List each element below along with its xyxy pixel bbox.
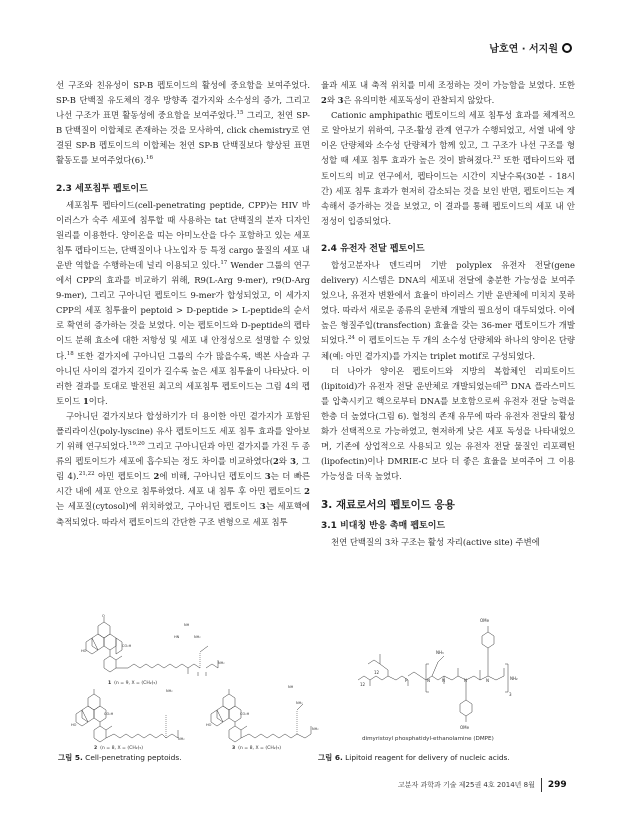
atom-label: HO [206, 723, 212, 727]
atom-label: HN [174, 635, 180, 639]
page-footer [398, 778, 567, 792]
figure-6-caption [318, 752, 510, 763]
atom-label: 12 [360, 682, 366, 687]
compound-ref: 3 [259, 501, 266, 512]
paragraph [56, 198, 310, 409]
compound-ref: 2 [272, 456, 279, 467]
citation-ref: 17 [220, 260, 228, 267]
atom-label: OMe [460, 725, 470, 730]
text: Cationic amphipathic 펩토이드의 세포 침투성 효과를 체계적으로 알아보기 위하여, 구조-활성 관계 연구가 수행되었고, 서열 내에 양이온 단량체와 소수성 단량체가 함께 있고, 그 구조가 나선 구조를 형성할 때 세포 침투 효과가 높은 것이 밝혀졌다. [321, 110, 575, 166]
atom-label: OMe [480, 618, 490, 623]
compound-3-structure [211, 689, 311, 742]
circle-bullet-icon [562, 43, 572, 53]
atom-label: CO₂H [104, 712, 114, 716]
running-head-authors: 남호연 · 서지원 [489, 44, 558, 55]
atom-label: O [102, 614, 105, 618]
text: 와 [278, 456, 291, 467]
running-head [489, 40, 572, 55]
atom-label: HO [71, 723, 77, 727]
atom-label: N [442, 678, 445, 683]
atom-label: N [427, 678, 430, 683]
text: 천연 단백질의 3차 구조는 활성 자리(active site) 주변에 [331, 537, 540, 548]
compound-desc: (n = 9, X = (CH₂)₅) [114, 681, 158, 686]
footer-divider [541, 778, 542, 792]
paragraph [56, 78, 310, 169]
citation-ref: 25 [500, 380, 508, 387]
paragraph [56, 409, 310, 530]
text: 는 세포질(cytosol)에 위치하였고, 구아니딘 펩토이드 [56, 501, 260, 512]
text: 율과 세포 내 축적 위치를 미세 조정하는 것이 가능함을 보였다. 또한 [321, 80, 575, 90]
section-heading-2-4: 2.4 유전자 전달 펩토이드 [321, 243, 425, 254]
text: 구아니딘 곁가지보다 합성하기가 더 용이한 아민 곁가지가 포함된 폴리라이신(poly-lyscine) 유사 펩토이드도 세포 침투 효과를 알아보기 위해 연구되었다. [56, 410, 310, 452]
paragraph [321, 78, 575, 108]
citation-ref: 23 [493, 155, 501, 162]
atom-label: NH₃ [436, 650, 444, 655]
text: 는 세포핵에 축적되었다. 따라서 펩토이드의 간단한 구조 변형으로 세포 침투 [56, 501, 310, 527]
figure-5-structures [56, 612, 319, 742]
figure-5 [56, 612, 319, 762]
atom-label: CO₂H [240, 712, 250, 716]
text: 와 [326, 95, 338, 106]
text: 에 비해, 구아니딘 펩토이드 [159, 471, 265, 482]
section-heading-3: 3. 재료로서의 펩토이드 응용 [321, 499, 455, 512]
left-column [56, 78, 310, 530]
text: 세포침투 펩타이드(cell-penetrating peptide, CPP)는 HIV 바이러스가 숙주 세포에 침투할 때 사용하는 tat 단백질의 분자 디자인 원리를 이용한다. 양이온을 띠는 아미노산을 다수 포함하고 있는 세포침투 펩타이드는, 단백질이나 나노입자 등 특정 cargo 물질의 세포 내 운반 역할을 수행하는데 널리 이용되고 있다. [56, 199, 310, 270]
compound-ref: 2 [321, 95, 327, 106]
text: 이 펩토이드는 두 개의 소수성 단량체와 하나의 양이온 단량체(예: 아민 곁가지)를 가지는 triplet motif로 구성되었다. [321, 335, 575, 361]
citation-ref: 16 [146, 155, 153, 162]
compound-ref: 3 [290, 456, 296, 467]
dmpe-label: dimyristoyl phosphatidyl-ethanolamine (DMPE) [362, 736, 494, 742]
caption-label: 그림 5. [58, 753, 83, 762]
paragraph [321, 258, 575, 364]
citation-ref: 24 [347, 335, 355, 342]
text: DNA 플라스미드를 압축시키고 핵으로부터 DNA를 보호함으로써 유전자 전달 능력을 한층 더 높였다(그림 6). 혈청의 존재 유무에 따라 유전자 전달의 활성화가 선택적으로 가능하였고, 현저하게 낮은 세포 독성을 나타내었으며, 기존에 상업적으로 사용되고 있는 유전자 전달 물질인 리포펙틴(lipofectin)이나 DMRIE-C 보다 더 좋은 효율을 보여주어 그 이용 가능성을 더욱 높였다. [321, 380, 575, 482]
compound-3-label [232, 746, 281, 751]
right-column [321, 78, 575, 550]
text: 또한 곁가지에 구아니딘 그룹의 수가 많을수록, 백본 사슬과 구아니딘 사이의 곁가지 길이가 길수록 높은 세포 침투율이 나타났다. 이러한 결과를 토대로 발전된 최고의 세포침투 펩토이드는 그림 4의 펩토이드 [56, 350, 310, 406]
atom-label: CO₂H [122, 644, 132, 648]
caption-label: 그림 6. [318, 753, 343, 762]
page-number: 299 [547, 780, 567, 790]
text: 아민 펩토이드 [94, 471, 154, 482]
compound-ref: 3 [337, 95, 344, 106]
atom-label: 12 [374, 670, 380, 675]
compound-ref: 2 [153, 471, 160, 482]
atom-label: N [464, 678, 467, 683]
atom-label: N [486, 678, 489, 683]
compound-ref: 2 [304, 486, 310, 497]
text: 더 나아가 양이온 펩토이드와 지방의 복합체인 리피토이드(lipitoid)가 유전자 전달 운반체로 개발되었는데 [321, 365, 575, 391]
text: 은 유의미한 세포독성이 관찰되지 않았다. [343, 95, 495, 106]
text: 그리고 구아니딘과 아민 곁가지를 가진 두 종류의 펩토이드가 세포에 흡수되는 정도 차이를 비교하였다( [56, 441, 310, 467]
caption-text: Cell-penetrating peptoids. [82, 753, 182, 762]
compound-desc: (n = 8, X = (CH₂)₅) [100, 746, 144, 751]
paragraph [321, 535, 575, 550]
paragraph [321, 364, 575, 485]
atom-label: NH₂ [312, 727, 319, 731]
atom-label: NH₂ [218, 661, 225, 665]
compound-desc: (n = 8, X = (CH₂)₅) [238, 746, 282, 751]
atom-label: P [405, 678, 408, 683]
compound-ref: 3 [264, 471, 271, 482]
text: 는 더 빠른 시간 내에 세포 안으로 침투하였다. 세포 내 침투 후 아민 펩토이드 [56, 471, 311, 497]
compound-number: 1 [108, 681, 112, 686]
text: 그리고, 천연 SP-B 단백질이 이합체로 존재하는 것을 모사하여, click chemistry로 연결된 SP-B 펩토이드의 이합체는 천연 SP-B 단백질보다 향상된 표면 활동도를 보여주었다(6). [56, 110, 310, 166]
citation-ref: 15 [236, 110, 244, 117]
caption-text: Lipitoid reagent for delivery of nucleic acids. [342, 753, 510, 762]
text: Wender 그룹의 연구에서 CPP의 효과를 비교하기 위해, R9(L-Arg 9-mer), r9(D-Arg 9-mer), 그리고 구아니딘 펩토이드 9-mer가 합성되었고, 이 세가지 CPP의 세포 침투율이 peptoid > D-peptide > L-peptide의 순서로 확연히 증가하는 것을 보였다. 이는 펩토이드와 D-peptide의 펩타이드 분해 효소에 대한 저항성 및 세포 내 안정성으로 설명할 수 있었다. [56, 259, 310, 361]
atom-label: NH₂ [510, 676, 518, 681]
compound-number: 2 [94, 746, 98, 751]
atom-label: NH₂ [194, 635, 201, 639]
compound-2-label [94, 746, 143, 751]
atom-label: NH [288, 685, 294, 689]
figure-5-caption [58, 752, 182, 763]
text: 또한 펩타이드와 펩토이드의 비교 연구에서, 펩타이드는 시간이 지날수록(30분 - 18시간) 세포 침투 효과가 현저히 감소되는 것을 보인 반면, 펩토이드는 계속해서 증가하는 것을 보였고, 이 결과를 통해 펩토이드의 세포 내 안정성이 입증되었다. [321, 155, 575, 226]
atom-label: NH₂ [166, 689, 173, 693]
atom-label: 3 [509, 692, 512, 697]
text: 선 구조와 친유성이 SP-B 펩토이드의 활성에 중요함을 보여주었다. SP-B 단백질 유도체의 경우 방향족 곁가지와 소수성의 증가, 그리고 나선 구조가 표면 활동성에 중요함을 보여주었다. [56, 80, 310, 121]
atom-label: NH₂ [178, 737, 185, 741]
compound-ref: 1 [82, 395, 89, 406]
journal-info: 고분자 과학과 기술 제25권 4호 2014년 8월 [398, 781, 535, 789]
atom-label: NH₂ [296, 701, 303, 705]
compound-2-structure [76, 689, 178, 742]
paragraph [321, 108, 575, 229]
atom-label: NH [184, 623, 190, 627]
citation-ref: 19,20 [129, 441, 145, 448]
compound-1-structure [86, 617, 218, 676]
figure-6-structure [318, 612, 578, 732]
text: 합성고분자나 덴드리머 기반 polyplex 유전자 전달(gene delivery) 시스템은 DNA의 세포내 전달에 충분한 가능성을 보여주었으나, 유전자 변환에서 효율이 바이러스 기반 운반체에 미치지 못하였다. 따라서 새로운 종류의 운반체 개발의 필요성이 대두되었다. 이에 높은 형질주입(transfection) 효율을 갖는 36-mer 펩토이드가 개발되었다. [321, 259, 575, 346]
text: , 그림 4). [56, 456, 310, 482]
atom-label: HO [81, 649, 87, 653]
section-heading-3-1: 3.1 비대칭 반응 촉매 펩토이드 [321, 521, 446, 532]
compound-number: 3 [232, 746, 236, 751]
citation-ref: 18 [66, 350, 74, 357]
citation-ref: 21,22 [78, 471, 95, 478]
figure-6 [318, 612, 578, 762]
text: 이다. [88, 395, 108, 406]
compound-1-label [108, 681, 157, 686]
section-heading-2-3: 2.3 세포침투 펩토이드 [56, 183, 148, 194]
